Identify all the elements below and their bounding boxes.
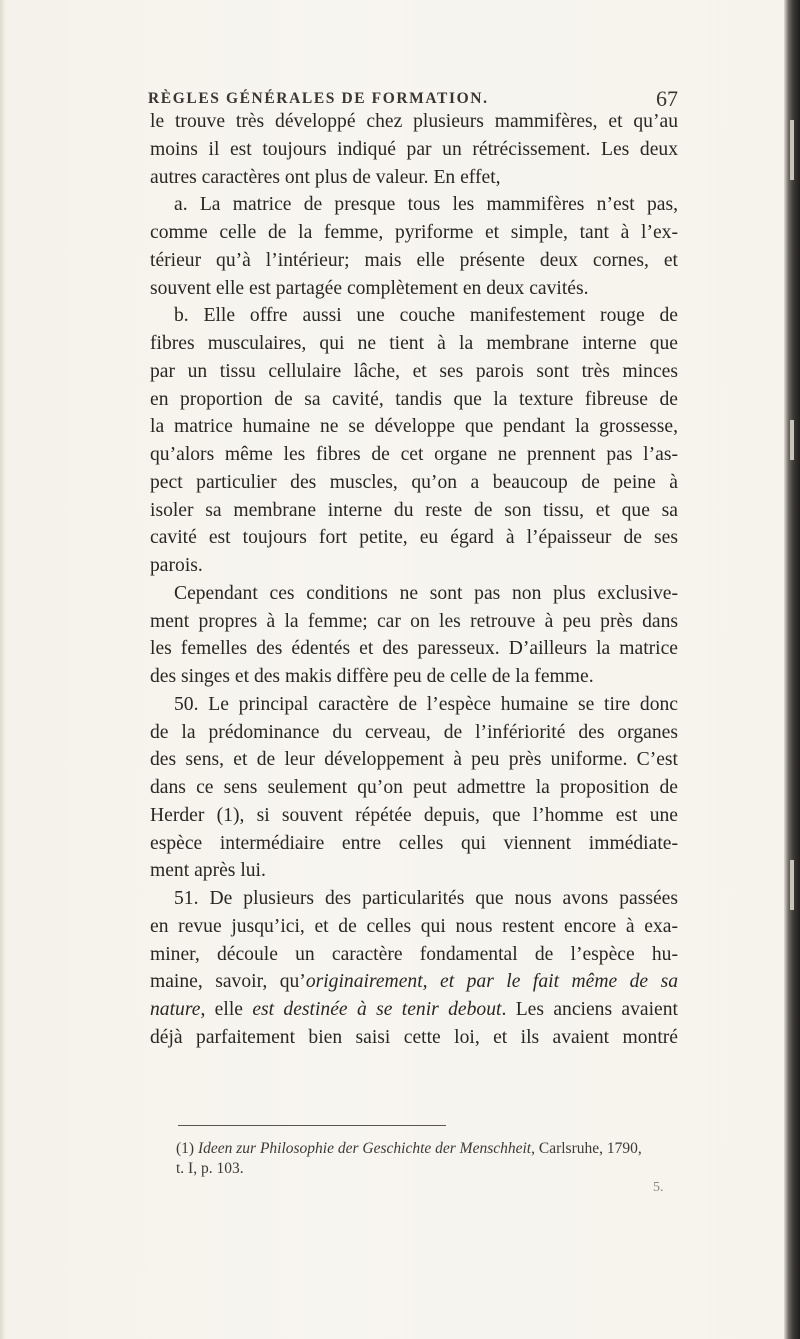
text-line: miner, découle un caractère fondamental de l’espèce hu- bbox=[150, 943, 678, 965]
text-line: en proportion de sa cavité, tandis que la texture fibreuse de bbox=[150, 388, 678, 410]
text-line: la matrice humaine ne se développe que pendant la grossesse, bbox=[150, 416, 678, 438]
text-line: par un tissu cellulaire lâche, et ses parois sont très minces bbox=[150, 360, 678, 382]
signature-mark: 5. bbox=[653, 1180, 664, 1195]
text-line: fibres musculaires, qui ne tient à la membrane interne que bbox=[150, 333, 678, 354]
text-line: souvent elle est partagée complètement en deux cavités. bbox=[150, 277, 589, 299]
text-line: autres caractères ont plus de valeur. En effet, bbox=[150, 166, 501, 188]
text-line: pect particulier des muscles, qu’on a beaucoup de peine à bbox=[150, 471, 678, 493]
text-line: ment après lui. bbox=[150, 860, 266, 882]
italic-run: nature bbox=[150, 999, 201, 1020]
text-line-mixed bbox=[150, 996, 678, 1024]
footnote-title: Ideen zur Philosophie der Geschichte der Menschheit bbox=[197, 1140, 532, 1157]
footnote-rule bbox=[178, 1125, 446, 1126]
text-line: dans ce sens seulement qu’on peut admettre la proposition de bbox=[150, 777, 678, 798]
text-run: maine, savoir, qu’ bbox=[150, 971, 306, 993]
text-line-mixed bbox=[150, 968, 678, 996]
text-line: a. La matrice de presque tous les mammifères n’est pas, bbox=[174, 194, 678, 216]
text-line: cavité est toujours fort petite, eu égard à l’épaisseur de ses bbox=[150, 527, 678, 549]
text-line: térieur qu’à l’intérieur; mais elle présente deux cornes, et bbox=[150, 249, 678, 271]
text-line: des sens, et de leur développement à peu près uniforme. C’est bbox=[150, 749, 678, 771]
body-text bbox=[150, 108, 678, 1052]
book-edge bbox=[784, 0, 800, 1339]
edge-mark bbox=[790, 420, 794, 460]
text-run: , elle bbox=[200, 999, 253, 1020]
footnote-marker: (1) bbox=[176, 1140, 198, 1157]
text-line: b. Elle offre aussi une couche manifestement rouge de bbox=[174, 305, 678, 327]
text-line: ment propres à la femme; car on les retrouve à peu près dans bbox=[150, 610, 678, 632]
text-line: comme celle de la femme, pyriforme et simple, tant à l’ex- bbox=[150, 222, 678, 243]
edge-mark bbox=[790, 860, 794, 910]
text-line: de la prédominance du cerveau, de l’infériorité des organes bbox=[150, 721, 678, 743]
footnote-line bbox=[176, 1139, 676, 1159]
text-line: isoler sa membrane interne du reste de son tissu, et que sa bbox=[150, 499, 678, 521]
text-line: le trouve très développé chez plusieurs mammifères, et qu’au bbox=[150, 111, 678, 132]
text-line: 50. Le principal caractère de l’espèce humaine se tire donc bbox=[174, 693, 678, 715]
page-gutter-shadow bbox=[0, 0, 6, 1339]
italic-run: est destinée à se tenir debout bbox=[252, 999, 502, 1020]
text-line: espèce intermédiaire entre celles qui viennent immédiate- bbox=[150, 832, 678, 854]
text-line: qu’alors même les fibres de cet organe ne prennent pas l’as- bbox=[150, 444, 678, 465]
running-head: RÈGLES GÉNÉRALES DE FORMATION. bbox=[148, 90, 489, 107]
footnote-line: t. I, p. 103. bbox=[176, 1160, 244, 1177]
text-line: des singes et des makis diffère peu de celle de la femme. bbox=[150, 666, 594, 687]
text-line: parois. bbox=[150, 555, 203, 576]
text-line: déjà parfaitement bien saisi cette loi, et ils avaient montré bbox=[150, 1026, 678, 1048]
text-run: . Les anciens avaient bbox=[501, 999, 678, 1020]
footnote-rest: , Carlsruhe, 1790, bbox=[531, 1140, 642, 1157]
page-number: 67 bbox=[656, 86, 678, 111]
text-line: Cependant ces conditions ne sont pas non plus exclusive- bbox=[174, 582, 678, 604]
text-line: en revue jusqu’ici, et de celles qui nous restent encore à exa- bbox=[150, 915, 678, 937]
text-line: Herder (1), si souvent répétée depuis, que l’homme est une bbox=[150, 804, 678, 826]
italic-run: originairement, et par le fait même de sa bbox=[305, 971, 678, 993]
edge-mark bbox=[790, 120, 794, 180]
text-line: moins il est toujours indiqué par un rétrécissement. Les deux bbox=[150, 138, 678, 160]
text-line: les femelles des édentés et des paresseux. D’ailleurs la matrice bbox=[150, 638, 678, 660]
footnote bbox=[176, 1139, 676, 1179]
text-line: 51. De plusieurs des particularités que nous avons passées bbox=[174, 888, 678, 909]
